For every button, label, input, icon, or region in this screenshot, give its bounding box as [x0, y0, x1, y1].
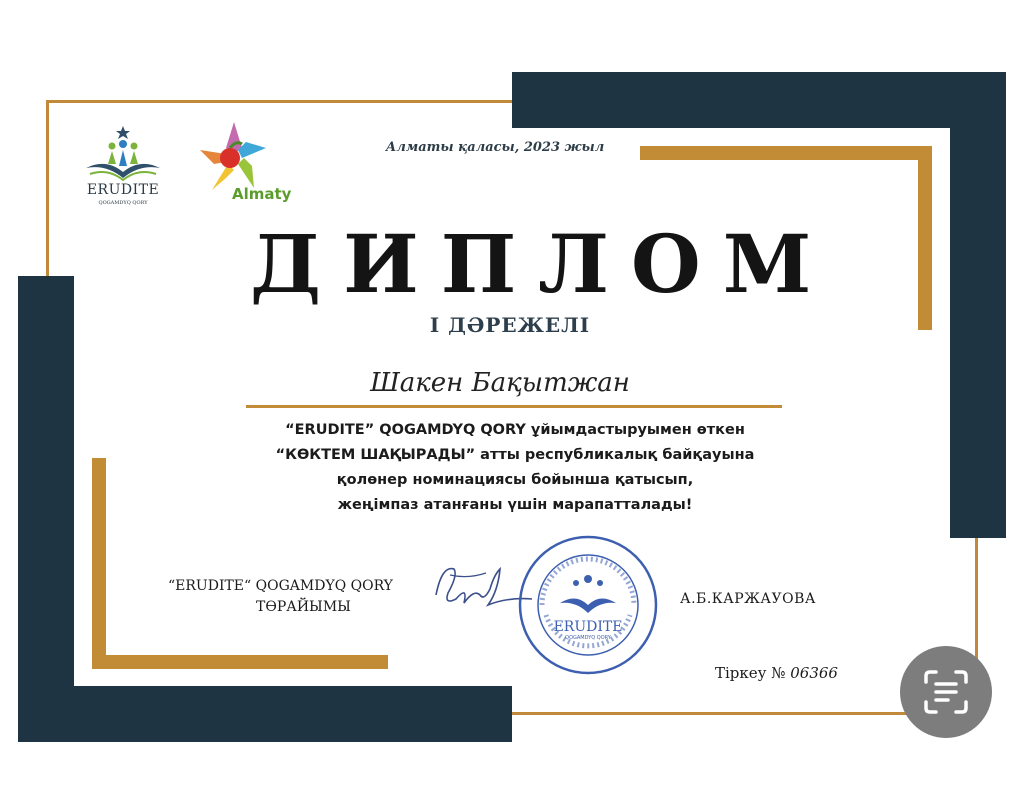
award-text-line-2: “КӨКТЕМ ШАҚЫРАДЫ” атты республикалық байқауына — [275, 447, 755, 463]
award-text-line-4: жеңімпаз атанғаны үшін марапатталады! — [337, 497, 693, 513]
award-text-line-3: қолөнер номинациясы бойынша қатысып, — [336, 472, 694, 488]
recipient-name: Шакен Бақытжан — [370, 368, 630, 398]
organization-name: “ERUDITE“ QOGAMDYQ QORY — [168, 578, 393, 594]
degree-label: І ДӘРЕЖЕЛІ — [429, 313, 591, 337]
erudite-logo — [78, 124, 168, 214]
city-year-heading: Алматы қаласы, 2023 жыл — [385, 140, 605, 155]
gold-corner-bottom-left-v — [92, 458, 106, 668]
diploma-title: ДИПЛОМ — [250, 217, 834, 311]
gold-corner-top-right-h — [640, 146, 932, 160]
organization-signatory — [168, 576, 448, 618]
registration-number — [715, 664, 838, 682]
award-text — [230, 418, 800, 518]
gold-corner-top-right-v — [918, 146, 932, 330]
stamp-text: ERUDITE — [553, 619, 623, 635]
outer-gold-border-left — [46, 100, 49, 280]
almaty-logo-name: Almaty — [232, 185, 292, 203]
registration-value: 06366 — [790, 664, 838, 682]
official-stamp — [516, 533, 660, 677]
registration-label: Тіркеу № — [715, 664, 786, 682]
erudite-logo-subtitle: QOGAMDYQ QORY — [98, 200, 148, 206]
stamp-subtext: QOGAMDYQ QORY — [565, 635, 611, 641]
almaty-logo — [194, 118, 298, 210]
text-scan-icon — [922, 668, 970, 716]
gold-corner-bottom-left-h — [92, 655, 388, 669]
signatory-title: ТӨРАЙЫМЫ — [256, 599, 351, 615]
outer-gold-border-top — [46, 100, 516, 103]
recipient-underline — [246, 405, 782, 408]
award-text-line-1: “ERUDITE” QOGAMDYQ QORY ұйымдастыруымен өткен — [285, 422, 745, 438]
erudite-logo-name: ERUDITE — [86, 182, 160, 198]
text-scan-button[interactable] — [900, 646, 992, 738]
erudite-emblem-icon — [78, 124, 168, 184]
director-name: А.Б.КАРЖАУОВА — [680, 591, 816, 607]
